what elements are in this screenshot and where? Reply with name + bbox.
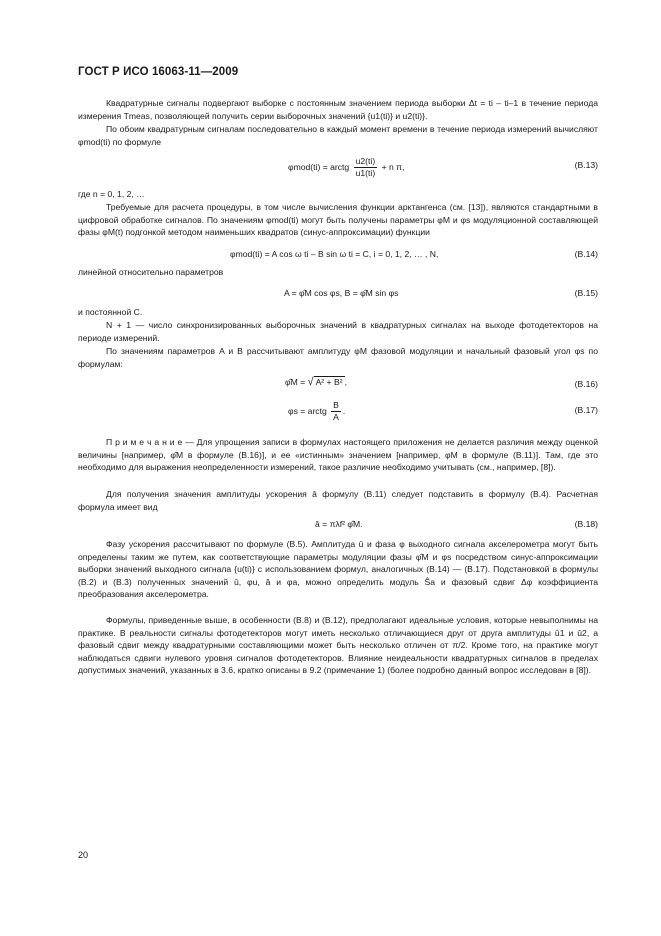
formula-b13-numerator: u2(ti) [355,156,376,166]
note-paragraph: П р и м е ч а н и е — Для упрощения записи в формулах настоящего приложения не делается различия между оценкой величины [например, φ̂M в формуле (B.16)], и ее «истинным» значением [например, φM в формуле (B.11)]. Там, где это необходимо для выражения неопределенности измерений, такое различие необходимо учитывать (см., например, [8]). [78,437,598,473]
formula-b13-lhs: φmod(ti) = arctg [288,161,350,172]
formula-b15-label: (B.15) [574,288,598,298]
formula-b17-tail: . [342,405,346,416]
paragraph-procedures: Требуемые для расчета процедуры, в том числе вычисления функции арктангенса (см. [13]), являются стандартными в цифровой обработке сигналов. По значениям φmod(ti) могут быть получены параметры φM и φs модуляционной составляющей фазы φM(t) подгонкой методом наименьших квадратов (синус-аппроксимации) функции [78,202,598,238]
formula-b17 [288,400,345,423]
paragraph-where-n: где n = 0, 1, 2, … [78,189,145,199]
formula-b16-tail: , [344,377,347,387]
paragraph-phi-mod: По обоим квадратурным сигналам последовательно в каждый момент времени в течение периода измерений вычисляют φmod(ti) по формуле [78,124,598,147]
paragraph-sampling: Квадратурные сигналы подвергают выборке с постоянным значением периода выборки Δt = ti – ti–1 в течение периода измерения Tmeas, позволяющей получить серии выборочных значений {u1(ti)} и u2(ti)}. [78,98,598,121]
paragraph-formulas-ideal: Формулы, приведенные выше, в особенности (B.8) и (B.12), предполагают идеальные условия, которые невыполнимы на практике. В реальности сигналы фотодетекторов могут иметь несколько отличающиеся друг от друга амплитуды û1 и û2, а фазовый сдвиг между квадратурными составляющими может быть несколько отличен от π/2. Кроме того, на практике могут наблюдаться сдвиги нулевого уровня сигналов фотодетекторов. Влияние неидеальности квадратурных сигналов в пределах допустимых значений, указанных в 3.6, кратко описаны в 9.2 (примечание 1) (более подробно данный вопрос исследован в [8]). [78,615,598,676]
formula-b17-fraction [331,400,341,423]
radical-sign: √ [307,376,314,388]
formula-b13-denominator: u1(ti) [355,168,376,178]
paragraph-acceleration: Для получения значения амплитуды ускорения â формулу (B.11) следует подставить в формулу (B.4). Расчетная формула имеет вид [78,489,598,512]
formula-b16-lhs: φ̂M = [285,377,306,387]
formula-b18: â = πλf² φ̂M. [315,519,363,529]
formula-b13-fraction [354,156,378,179]
paragraph-phase: Фазу ускорения рассчитывают по формуле (B.5). Амплитуда û и фаза φ выходного сигнала акселерометра могут быть определены таким же путем, как соответствующие параметры модуляции фазы φ̂M и φs посредством синус-аппроксимации выборки значений выходного сигнала {u(ti)} с использованием формул, аналогичных (B.14) — (B.17). Подстановкой в формулы (B.2) и (B.3) полученных значений û, φu, â и φa, можно определить модуль Ŝa и фазовый сдвиг Δφ коэффициента преобразования акселерометра. [78,539,598,600]
formula-b18-label: (B.18) [574,519,598,529]
paragraph-linear: линейной относительно параметров [78,267,224,277]
formula-b17-denominator: A [333,412,339,422]
page-number: 20 [78,850,89,860]
formula-b15: A = φ̂M cos φs, B = φ̂M sin φs [284,288,399,298]
formula-b17-label: (B.17) [574,405,598,415]
paragraph-n-plus-one: N + 1 — число синхронизированных выборочных значений в квадратурных сигналах на выходе фотодетекторов на периоде измерений. [78,320,598,343]
document-header: ГОСТ Р ИСО 16063-11—2009 [78,66,239,78]
formula-b16-radicand: A² + B² [315,377,343,387]
formula-b14: φmod(ti) = A cos ω ti – B sin ω ti = C, i = 0, 1, 2, … , N, [230,249,439,259]
paragraph-amplitude: По значениям параметров A и B рассчитывают амплитуду φM фазовой модуляции и начальный фазовый угол φs по формулам: [78,346,598,369]
formula-b13-rhs: + n π, [381,161,405,172]
formula-b14-label: (B.14) [574,249,598,259]
formula-b17-numerator: B [333,400,339,410]
formula-b13 [288,156,404,179]
formula-b16 [285,376,347,388]
formula-b17-lhs: φs = arctg [288,405,327,416]
formula-b16-label: (B.16) [574,379,598,389]
paragraph-constant-c: и постоянной C. [78,307,143,317]
formula-b13-label: (B.13) [574,160,598,170]
